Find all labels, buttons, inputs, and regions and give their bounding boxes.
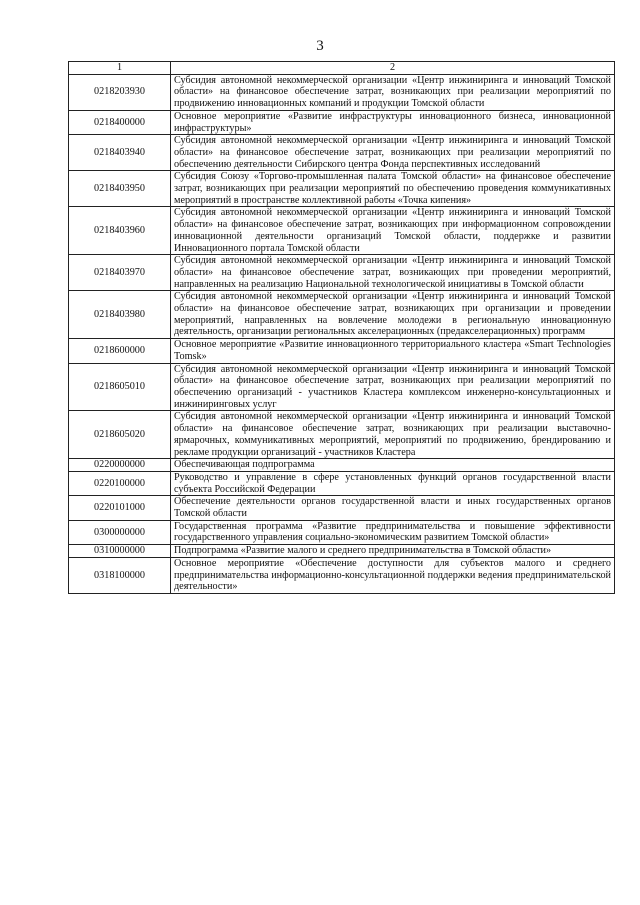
row-code: 0218400000 <box>69 110 171 134</box>
table-row <box>69 411 615 459</box>
row-description: Субсидия автономной некоммерческой организации «Центр инжиниринга и инноваций Томской области» на финансовое обеспечение затрат, возникающих при реализации выставочно-ярмарочных, коммуникативных мероприятий, мероприятий по продвижению, брендированию и рекламе продукции организаций - участников Кластера <box>171 411 615 459</box>
row-description: Субсидия автономной некоммерческой организации «Центр инжиниринга и инноваций Томской области» на финансовое обеспечение затрат, возникающих при реализации мероприятий по продвижению инновационных компаний и продукции Томской области <box>171 74 615 110</box>
row-description: Субсидия Союзу «Торгово-промышленная палата Томской области» на финансовое обеспечение затрат, возникающих при реализации мероприятий по обеспечению проведения коммуникативных мероприятий в пространстве коллективной работы «Точка кипения» <box>171 171 615 207</box>
column-header-2: 2 <box>171 62 615 75</box>
table-row <box>69 496 615 520</box>
row-code: 0220100000 <box>69 471 171 495</box>
row-description: Руководство и управление в сфере установленных функций органов государственной власти субъекта Российской Федерации <box>171 471 615 495</box>
row-code: 0218605010 <box>69 363 171 411</box>
row-code: 0218600000 <box>69 339 171 363</box>
table-row <box>69 363 615 411</box>
row-description: Субсидия автономной некоммерческой организации «Центр инжиниринга и инноваций Томской области» на финансовое обеспечение затрат, возникающих при реализации мероприятий по обеспечению организаций - участников Кластера комплексом инженерно-консультационных и инжиниринговых услуг <box>171 363 615 411</box>
row-description: Подпрограмма «Развитие малого и среднего предпринимательства в Томской области» <box>171 545 615 558</box>
row-code: 0220101000 <box>69 496 171 520</box>
table-row <box>69 545 615 558</box>
row-code: 0218203930 <box>69 74 171 110</box>
row-description: Субсидия автономной некоммерческой организации «Центр инжиниринга и инноваций Томской области» на финансовое обеспечение затрат, возникающих при информационном сопровождении инновационной деятельности организаций Томской области, поддержке и развитии Инновационного портала Томской области <box>171 207 615 255</box>
table-row <box>69 255 615 291</box>
row-code: 0218605020 <box>69 411 171 459</box>
row-code: 0218403950 <box>69 171 171 207</box>
table-row <box>69 339 615 363</box>
table-row <box>69 74 615 110</box>
row-description: Основное мероприятие «Развитие инфраструктуры инновационного бизнеса, инновационной инфраструктуры» <box>171 110 615 134</box>
column-header-1: 1 <box>69 62 171 75</box>
row-description: Субсидия автономной некоммерческой организации «Центр инжиниринга и инноваций Томской области» на финансовое обеспечение затрат, возникающих при организации и проведении мероприятий, направленных на вовлечение молодежи в региональную инновационную деятельность, организации региональных акселерационных (предакселерационных) программ <box>171 291 615 339</box>
row-code: 0220000000 <box>69 459 171 472</box>
page-number: 3 <box>316 38 324 54</box>
row-description: Основное мероприятие «Обеспечение доступности для субъектов малого и среднего предпринимательства информационно-консультационной поддержки ведения предпринимательской деятельности» <box>171 557 615 593</box>
table-row <box>69 291 615 339</box>
budget-code-table <box>68 61 615 594</box>
table-row <box>69 520 615 544</box>
table-row <box>69 135 615 171</box>
table-row <box>69 471 615 495</box>
table-row <box>69 171 615 207</box>
table-row <box>69 110 615 134</box>
row-description: Субсидия автономной некоммерческой организации «Центр инжиниринга и инноваций Томской области» на финансовое обеспечение затрат, возникающих при проведении мероприятий, направленных на реализацию Национальной технологической инициативы в Томской области <box>171 255 615 291</box>
row-code: 0218403970 <box>69 255 171 291</box>
row-code: 0300000000 <box>69 520 171 544</box>
row-description: Субсидия автономной некоммерческой организации «Центр инжиниринга и инноваций Томской области» на финансовое обеспечение затрат, возникающих при реализации мероприятий по обеспечению деятельности Сибирского центра Фонда перспективных исследований <box>171 135 615 171</box>
row-description: Обеспечение деятельности органов государственной власти и иных государственных органов Томской области <box>171 496 615 520</box>
table-row <box>69 459 615 472</box>
table-row <box>69 557 615 593</box>
row-code: 0218403980 <box>69 291 171 339</box>
row-code: 0218403940 <box>69 135 171 171</box>
row-code: 0310000000 <box>69 545 171 558</box>
row-code: 0318100000 <box>69 557 171 593</box>
row-description: Основное мероприятие «Развитие инновационного территориального кластера «Smart Technologies Tomsk» <box>171 339 615 363</box>
table-row <box>69 207 615 255</box>
table-header-row <box>69 62 615 75</box>
row-description: Обеспечивающая подпрограмма <box>171 459 615 472</box>
row-code: 0218403960 <box>69 207 171 255</box>
row-description: Государственная программа «Развитие предпринимательства и повышение эффективности государственного управления социально-экономическим развитием Томской области» <box>171 520 615 544</box>
